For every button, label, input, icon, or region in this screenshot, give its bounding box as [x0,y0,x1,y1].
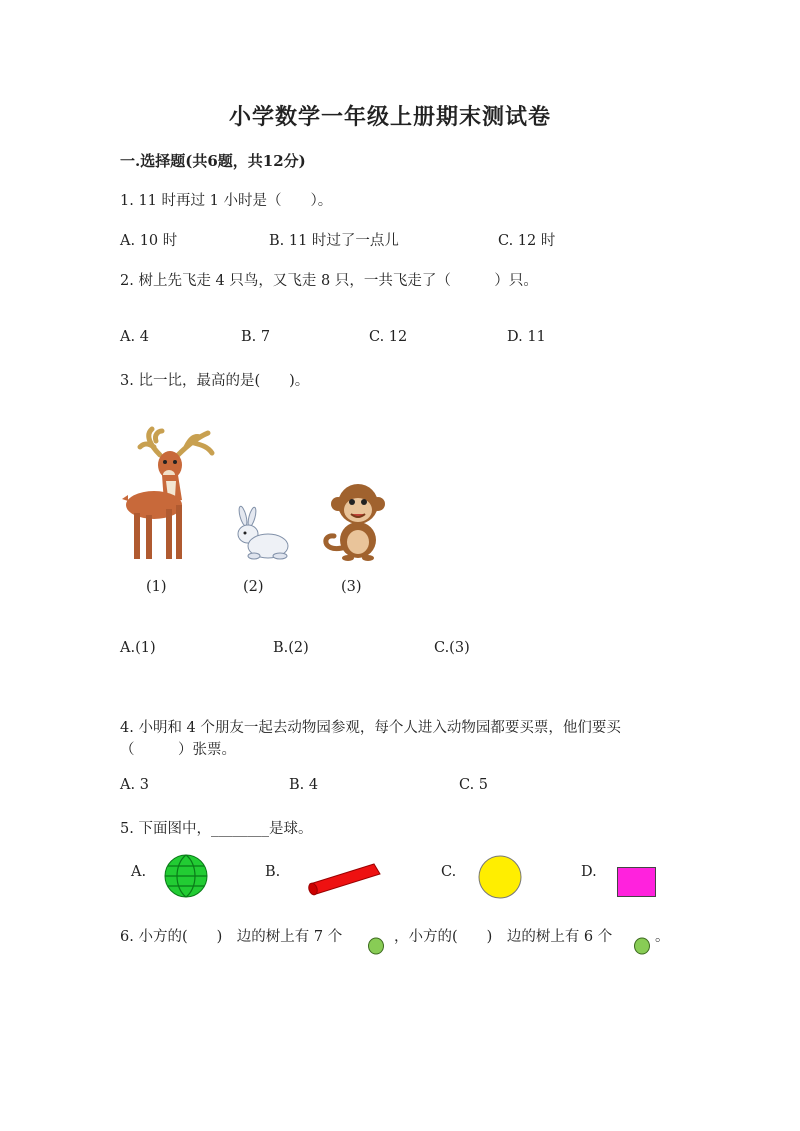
question-3-option-a[interactable]: A.(1) [120,640,156,656]
magenta-rectangle-icon [617,867,657,899]
deer-illustration [120,425,220,565]
question-4-text-line2: （ ）张票。 [120,742,236,758]
red-stick-icon [304,860,384,898]
question-5-option-d[interactable]: D. [581,864,597,880]
yellow-circle-icon [478,855,522,899]
question-3-option-b[interactable]: B.(2) [273,640,309,656]
green-fruit-icon [367,935,385,955]
question-2-option-b[interactable]: B. 7 [241,329,271,345]
question-4-option-b[interactable]: B. 4 [289,777,319,793]
green-fruit-icon [633,935,651,955]
page-title: 小学数学一年级上册期末测试卷 [229,104,552,130]
question-2-option-a[interactable]: A. 4 [120,329,149,345]
question-3-text: 3. 比一比，最高的是( )。 [120,373,310,389]
question-5-option-a[interactable]: A. [131,864,147,880]
question-6-text-part2: ，小方的( ) 边的树上有 6 个 [394,929,613,945]
question-6-text-part1: 6. 小方的( ) 边的树上有 7 个 [120,929,343,945]
question-1-option-c[interactable]: C. 12 时 [498,233,556,249]
question-4-option-c[interactable]: C. 5 [459,777,489,793]
monkey-illustration [320,480,390,562]
question-2-option-d[interactable]: D. 11 [507,329,546,345]
question-1-text: 1. 11 时再过 1 小时是（ ）。 [120,193,333,209]
question-1-option-b[interactable]: B. 11 时过了一点儿 [269,233,399,249]
question-4-text-line1: 4. 小明和 4 个朋友一起去动物园参观，每个人进入动物园都要买票，他们要买 [120,720,621,736]
question-5-option-b[interactable]: B. [265,864,281,880]
section-heading: 一.选择题(共6题，共12分) [120,152,306,170]
question-1-option-a[interactable]: A. 10 时 [120,233,178,249]
question-5-text: 5. 下面图中，________是球。 [120,821,313,837]
question-4-option-a[interactable]: A. 3 [120,777,149,793]
rabbit-illustration [230,512,292,562]
question-5-option-c[interactable]: C. [441,864,457,880]
question-2-text: 2. 树上先飞走 4 只鸟，又飞走 8 只，一共飞走了（ ）只。 [120,273,538,289]
figure-label-2: (2) [243,579,264,595]
question-2-option-c[interactable]: C. 12 [369,329,408,345]
green-ball-icon [164,854,208,898]
question-6-text-part3: 。 [655,929,670,945]
question-3-option-c[interactable]: C.(3) [434,640,470,656]
figure-label-3: (3) [341,579,362,595]
figure-label-1: (1) [146,579,167,595]
